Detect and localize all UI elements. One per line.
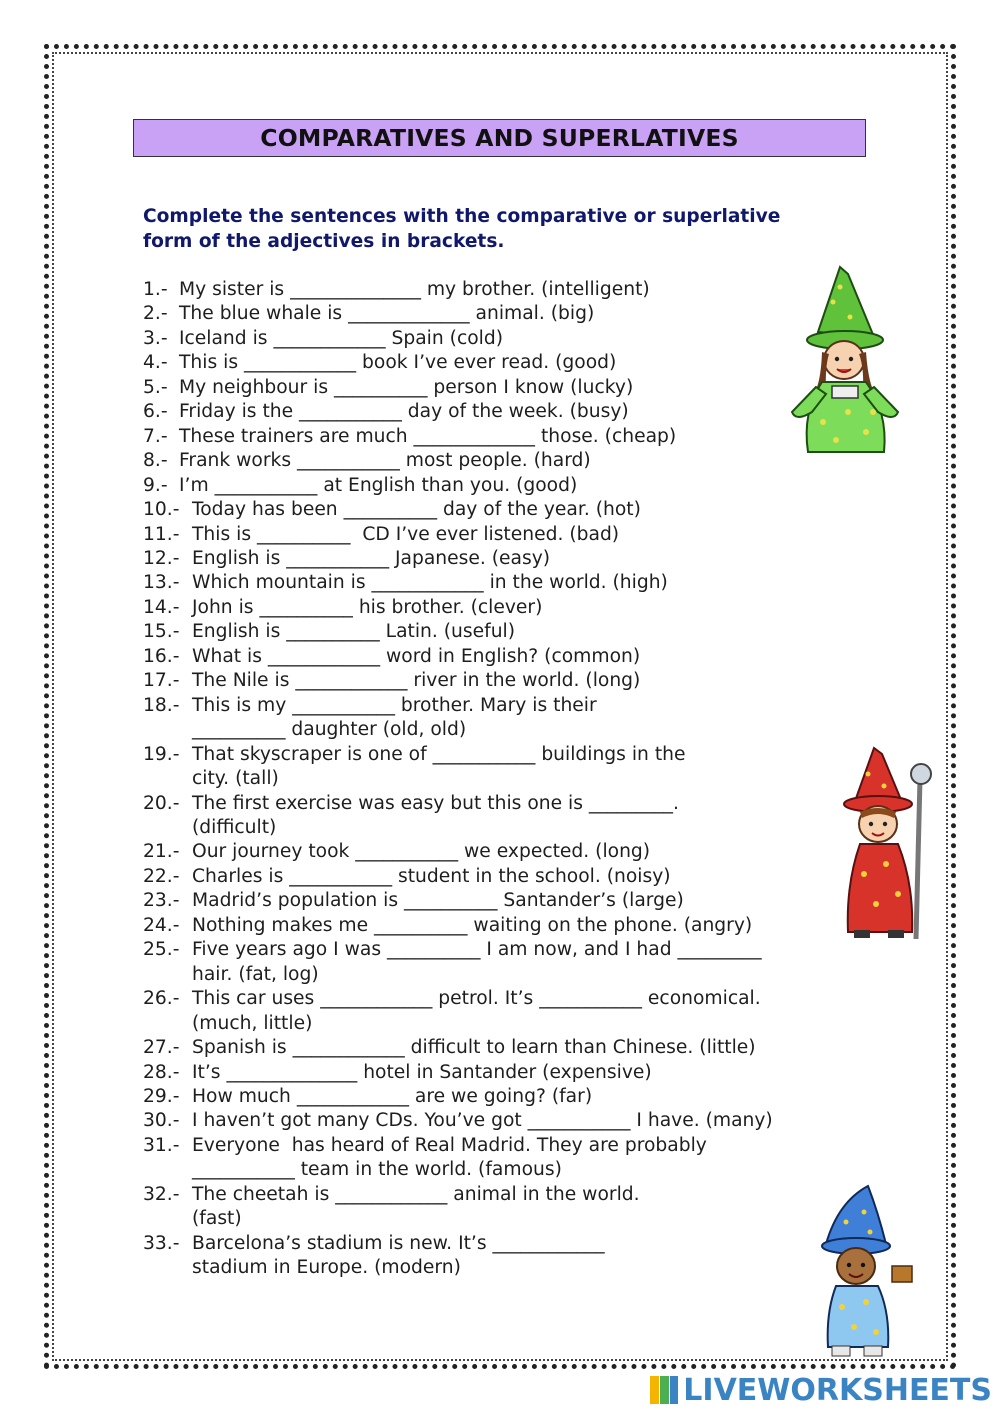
exercise-item — [143, 1036, 773, 1060]
exercise-number: 14.- — [143, 596, 186, 618]
exercise-item — [143, 792, 773, 841]
exercise-sentence: This is __________ CD I’ve ever listened. (bad) — [192, 523, 620, 545]
red-wizard-illustration — [836, 744, 936, 944]
title-text: COMPARATIVES AND SUPERLATIVES — [260, 124, 739, 152]
exercise-number: 3.- — [143, 327, 174, 349]
exercise-sentence: John is __________ his brother. (clever) — [192, 596, 543, 618]
green-wizard-illustration — [788, 262, 903, 457]
exercise-item — [143, 278, 773, 302]
exercise-sentence: The Nile is ____________ river in the world. (long) — [192, 670, 641, 692]
exercise-sentence: My neighbour is __________ person I know (lucky) — [179, 376, 634, 398]
exercise-sentence: What is ____________ word in English? (common) — [192, 645, 641, 667]
exercise-item — [143, 498, 773, 522]
exercise-item — [143, 1061, 773, 1085]
exercise-sentence: Charles is ___________ student in the school. (noisy) — [192, 865, 671, 887]
exercise-number: 32.- — [143, 1183, 186, 1205]
exercise-number: 5.- — [143, 376, 174, 398]
footer-branding — [649, 1373, 992, 1407]
exercise-sentence: My sister is ______________ my brother. (intelligent) — [179, 279, 650, 300]
exercise-sentence: Barcelona’s stadium is new. It’s ____________ — [192, 1232, 605, 1254]
exercise-number: 25.- — [143, 939, 186, 961]
exercise-number: 1.- — [143, 279, 174, 300]
exercise-number: 17.- — [143, 670, 186, 692]
exercise-sentence: This car uses ____________ petrol. It’s ___________ economical. — [192, 988, 761, 1010]
exercise-sentence: Friday is the ___________ day of the week. (busy) — [179, 401, 629, 423]
exercise-number: 33.- — [143, 1232, 186, 1254]
exercise-sentence-continued: ___________ team in the world. (famous) — [192, 1159, 562, 1181]
exercise-sentence-continued: (fast) — [192, 1208, 242, 1230]
exercise-item — [143, 474, 773, 498]
instructions-line-1: Complete the sentences with the comparative or superlative — [143, 206, 781, 227]
exercise-number: 8.- — [143, 450, 174, 472]
exercise-item — [143, 840, 773, 864]
exercise-number: 19.- — [143, 743, 186, 765]
exercise-number: 13.- — [143, 572, 186, 594]
instructions — [143, 205, 863, 254]
exercise-item — [143, 1232, 773, 1281]
exercise-item — [143, 1109, 773, 1133]
instructions-line-2: form of the adjectives in brackets. — [143, 230, 505, 252]
exercise-item — [143, 669, 773, 693]
blue-wizard-illustration — [808, 1182, 920, 1362]
exercise-item — [143, 400, 773, 424]
exercise-sentence: English is __________ Latin. (useful) — [192, 621, 516, 643]
exercise-number: 22.- — [143, 865, 186, 887]
exercise-item — [143, 596, 773, 620]
exercise-sentence: How much ____________ are we going? (far) — [192, 1085, 593, 1107]
exercise-sentence: The cheetah is ____________ animal in the world. — [192, 1183, 640, 1205]
exercise-item — [143, 694, 773, 743]
exercise-number: 6.- — [143, 401, 174, 423]
exercise-sentence: Five years ago I was __________ I am now, and I had _________ — [192, 939, 762, 961]
exercise-number: 29.- — [143, 1085, 186, 1107]
exercise-number: 15.- — [143, 621, 186, 643]
exercise-sentence: That skyscraper is one of ___________ buildings in the — [192, 743, 686, 765]
exercise-item — [143, 376, 773, 400]
exercise-item — [143, 523, 773, 547]
exercise-sentence: This is ____________ book I’ve ever read. (good) — [179, 352, 617, 374]
exercise-sentence: Spanish is ____________ difficult to learn than Chinese. (little) — [192, 1037, 756, 1059]
exercise-item — [143, 351, 773, 375]
exercise-sentence-continued: __________ daughter (old, old) — [192, 719, 467, 741]
brand-name: LIVEWORKSHEETS — [683, 1372, 992, 1408]
exercise-number: 2.- — [143, 303, 174, 325]
exercise-number: 7.- — [143, 425, 174, 447]
exercise-number: 30.- — [143, 1110, 186, 1132]
exercise-item — [143, 449, 773, 473]
exercise-sentence-continued: stadium in Europe. (modern) — [192, 1257, 461, 1279]
exercise-item — [143, 987, 773, 1036]
liveworksheets-logo-icon — [649, 1375, 679, 1405]
worksheet-title — [133, 119, 866, 157]
exercise-number: 16.- — [143, 645, 186, 667]
exercise-sentence-continued: city. (tall) — [192, 768, 279, 790]
exercise-number: 24.- — [143, 914, 186, 936]
exercise-item — [143, 889, 773, 913]
exercise-sentence-continued: (difficult) — [192, 816, 277, 838]
exercise-number: 10.- — [143, 499, 186, 521]
exercise-item — [143, 645, 773, 669]
exercise-sentence: I haven’t got many CDs. You’ve got ___________ I have. (many) — [192, 1110, 773, 1132]
exercise-sentence-continued: (much, little) — [192, 1012, 313, 1034]
exercise-item — [143, 865, 773, 889]
exercise-sentence: This is my ___________ brother. Mary is their — [192, 694, 597, 716]
exercise-item — [143, 1183, 773, 1232]
exercise-item — [143, 327, 773, 351]
exercise-number: 31.- — [143, 1134, 186, 1156]
exercise-list — [143, 278, 773, 1281]
exercise-sentence: The first exercise was easy but this one is _________. — [192, 792, 679, 814]
exercise-sentence: These trainers are much _____________ those. (cheap) — [179, 425, 677, 447]
exercise-number: 27.- — [143, 1037, 186, 1059]
exercise-sentence: I’m ___________ at English than you. (good) — [179, 474, 578, 496]
exercise-item — [143, 620, 773, 644]
exercise-number: 21.- — [143, 841, 186, 863]
exercise-sentence: Nothing makes me __________ waiting on the phone. (angry) — [192, 914, 753, 936]
exercise-number: 20.- — [143, 792, 186, 814]
exercise-sentence: The blue whale is _____________ animal. (big) — [179, 303, 595, 325]
exercise-number: 9.- — [143, 474, 174, 496]
exercise-sentence: It’s ______________ hotel in Santander (expensive) — [192, 1061, 652, 1083]
exercise-number: 26.- — [143, 988, 186, 1010]
exercise-item — [143, 1134, 773, 1183]
exercise-item — [143, 547, 773, 571]
exercise-item — [143, 1085, 773, 1109]
exercise-number: 18.- — [143, 694, 186, 716]
exercise-number: 28.- — [143, 1061, 186, 1083]
exercise-number: 12.- — [143, 547, 186, 569]
exercise-sentence: Our journey took ___________ we expected. (long) — [192, 841, 651, 863]
exercise-item — [143, 302, 773, 326]
exercise-sentence: Today has been __________ day of the year. (hot) — [192, 499, 641, 521]
exercise-sentence: English is ___________ Japanese. (easy) — [192, 547, 551, 569]
exercise-number: 23.- — [143, 890, 186, 912]
exercise-sentence: Everyone has heard of Real Madrid. They are probably — [192, 1134, 707, 1156]
exercise-sentence: Madrid’s population is __________ Santander’s (large) — [192, 890, 684, 912]
exercise-item — [143, 571, 773, 595]
exercise-sentence: Iceland is ____________ Spain (cold) — [179, 327, 504, 349]
exercise-item — [143, 914, 773, 938]
exercise-number: 4.- — [143, 352, 174, 374]
exercise-sentence: Which mountain is ____________ in the world. (high) — [192, 572, 668, 594]
exercise-item — [143, 938, 773, 987]
exercise-item — [143, 425, 773, 449]
exercise-sentence: Frank works ___________ most people. (hard) — [179, 450, 591, 472]
exercise-number: 11.- — [143, 523, 186, 545]
exercise-sentence-continued: hair. (fat, log) — [192, 963, 319, 985]
exercise-item — [143, 743, 773, 792]
